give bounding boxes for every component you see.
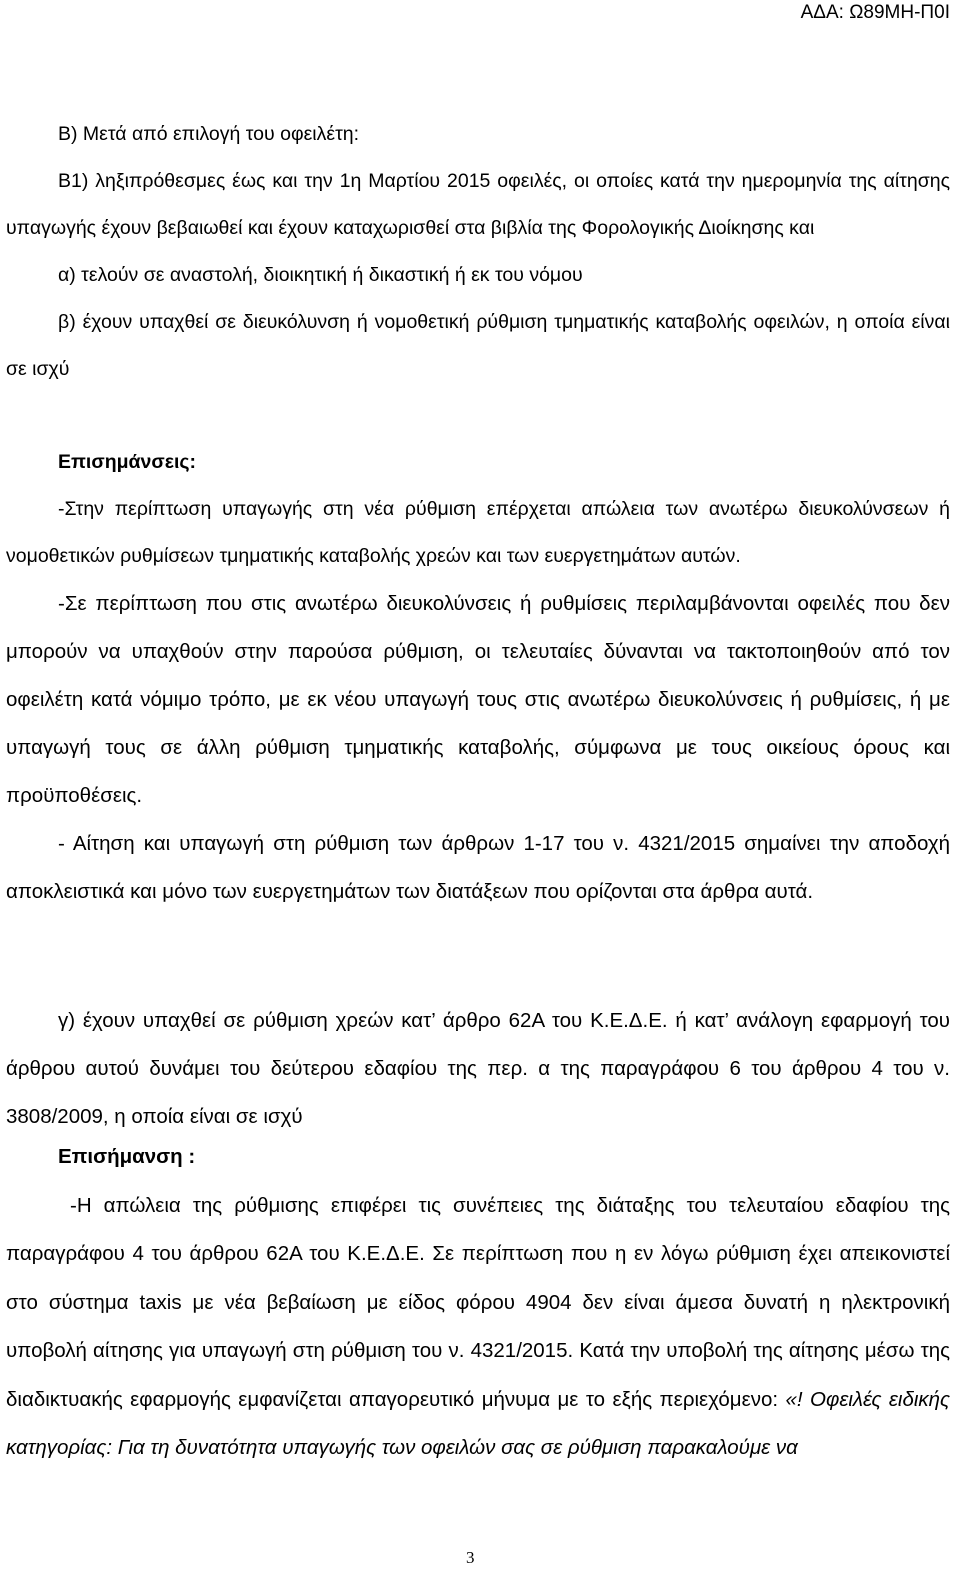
item-gamma: γ) έχουν υπαχθεί σε ρύθμιση χρεών κατ’ άρθρο 62Α του Κ.Ε.Δ.Ε. ή κατ’ ανάλογη εφαρμογή του άρθρου αυτού δυνάμει του δεύτερου εδαφίου της περ. α της παραγράφου 6 του άρθρου 4 του ν. 3808/2009, η οποία είναι σε ισχύ (6, 1009, 950, 1128)
note-paragraph-2: -Σε περίπτωση που στις ανωτέρω διευκολύνσεις ή ρυθμίσεις περιλαμβάνονται οφειλές που δεν μπορούν να υπαχθούν στην παρούσα ρύθμιση, οι τελευταίες δύνανται να τακτοποιηθούν από τον οφειλέτη κατά νόμιμο τρόπο, με εκ νέου υπαγωγή τους στις ανωτέρω διευκολύνσεις ή ρυθμίσεις, ή με υπαγωγή τους σε άλλη ρύθμιση τμηματικής καταβολής, σύμφωνα με τους οικείους όρους και προϋποθέσεις. (6, 592, 950, 807)
item-beta: β) έχουν υπαχθεί σε διευκόλυνση ή νομοθετική ρύθμιση τμηματικής καταβολής οφειλών, η οποία είναι σε ισχύ (6, 311, 950, 380)
notes-heading-2: Επισήμανση : (58, 1145, 196, 1168)
section-b-heading: Β) Μετά από επιλογή του οφειλέτη: (58, 123, 360, 145)
item-alpha: α) τελούν σε αναστολή, διοικητική ή δικαστική ή εκ του νόμου (58, 264, 583, 286)
note-paragraph-3: - Αίτηση και υπαγωγή στη ρύθμιση των άρθρων 1-17 του ν. 4321/2015 σημαίνει την αποδοχή αποκλειστικά και μόνο των ευεργετημάτων των διατάξεων που ορίζονται στα άρθρα αυτά. (6, 832, 950, 903)
note-paragraph-4 (6, 1182, 950, 1473)
paragraph-b1: Β1) ληξιπρόθεσμες έως και την 1η Μαρτίου 2015 οφειλές, οι οποίες κατά την ημερομηνία της αίτησης υπαγωγής έχουν βεβαιωθεί και έχουν καταχωρισθεί στα βιβλία της Φορολογικής Διοίκησης και (6, 170, 950, 239)
section-b (6, 111, 950, 393)
error-message-quote: «! Οφειλές ειδικής κατηγορίας: Για τη δυνατότητα υπαγωγής των οφειλών σας σε ρύθμιση παρακαλούμε να (6, 1387, 950, 1459)
notes-section-2 (6, 1133, 950, 1473)
ada-code: ΑΔΑ: Ω89ΜΗ-Π0Ι (800, 2, 950, 23)
page-number: 3 (466, 1548, 475, 1567)
notes-section-1 (6, 438, 950, 916)
note-paragraph-4-text: -Η απώλεια της ρύθμισης επιφέρει τις συνέπειες της διάταξης του τελευταίου εδαφίου της παραγράφου 4 του άρθρου 62Α του Κ.Ε.Δ.Ε. Σε περίπτωση που η εν λόγω ρύθμιση έχει απεικονιστεί στο σύστημα taxis με νέα βεβαίωση με είδος φόρου 4904 δεν είναι άμεσα δυνατή η ηλεκτρονική υποβολή αίτησης για υπαγωγή στη ρύθμιση του ν. 4321/2015. Κατά την υποβολή της αίτησης μέσω της διαδικτυακής εφαρμογής εμφανίζεται απαγορευτικό μήνυμα με το εξής περιεχόμενο: (6, 1193, 950, 1411)
note-paragraph-1: -Στην περίπτωση υπαγωγής στη νέα ρύθμιση επέρχεται απώλεια των ανωτέρω διευκολύνσεων ή νομοθετικών ρυθμίσεων τμηματικής καταβολής χρεών και των ευεργετημάτων αυτών. (6, 498, 950, 567)
notes-heading-1: Επισημάνσεις: (58, 451, 197, 473)
item-gamma-block (6, 997, 950, 1141)
